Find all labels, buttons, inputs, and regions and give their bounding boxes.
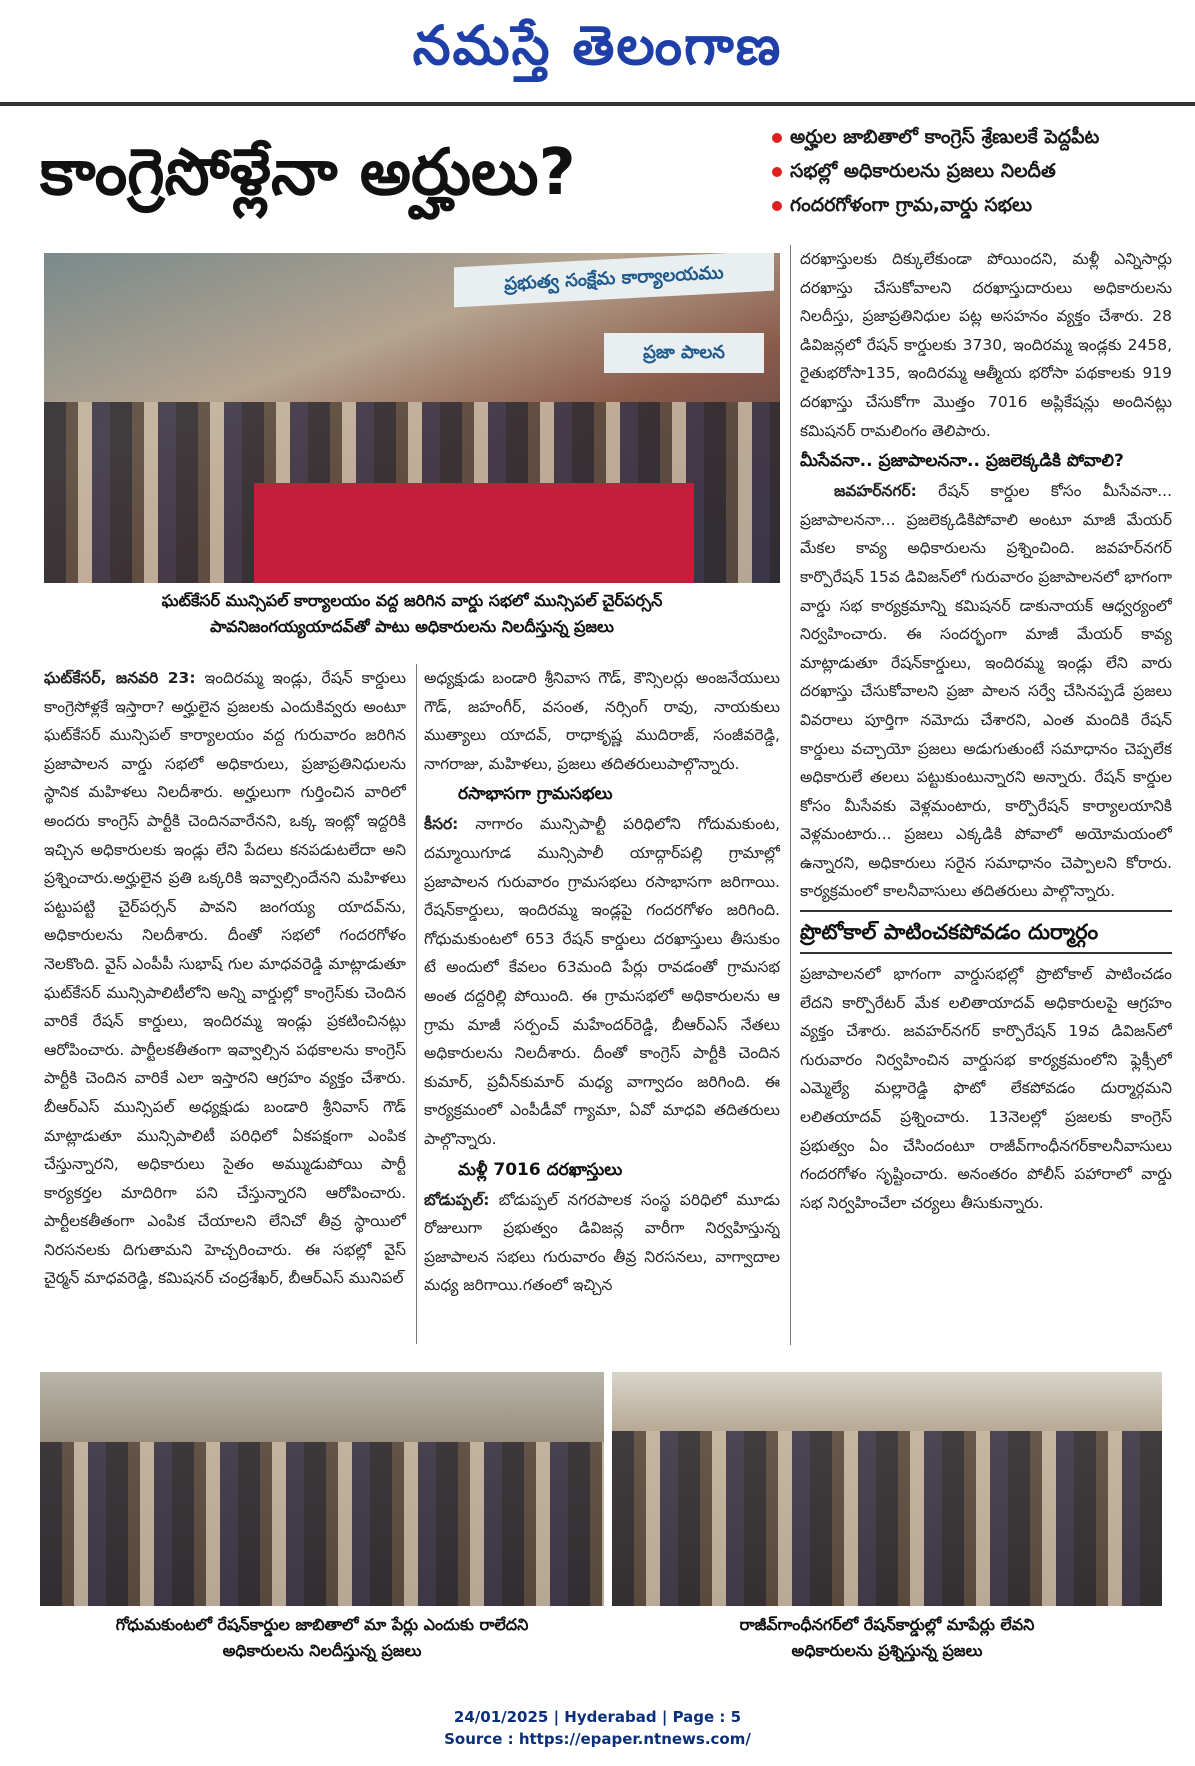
bullet-dot-icon	[772, 201, 782, 211]
newspaper-logo: నమస్తే తెలంగాణ	[412, 13, 783, 77]
article-column-3	[800, 245, 1172, 1365]
body-text: నాగారం మున్సిపాల్టీ పరిధిలోని గోదుమకుంట, దమ్మాయిగూడ మున్సిపాలీ యాద్గార్‌పల్లి గ్రామాల్లో ప్రజాపాలన గురువారం గ్రామసభలు రసాభాసగా జరిగాయి. రేషన్‌కార్డులు, ఇందిరమ్మ ఇండ్లపై గందరగోళం జరిగింది. గోధుమకుంటలో 653 రేషన్ కార్డులు దరఖాస్తులు తీసుకుం టే అందులో కేవలం 63మంది పేర్లు రావడంతో గ్రామసభ అంత దద్దరిల్లి పోయింది. ఈ గ్రామసభలో అధికారులను ఆ గ్రామ మాజీ సర్పంచ్ మహేందర్‌రెడ్డి, బీఆర్‌ఎస్ నేతలు అధికారులను నిలదీశారు. దీంతో కాంగ్రెస్ పార్టీకి చెందిన కుమార్, ప్రవీన్‌కుమార్ మధ్య వాగ్వాదం జరిగింది. ఈ కార్యక్రమంలో ఎంపీడీవో గ్యామా, ఏవో మాధవి తదితరులు పాల్గొన్నారు.	[424, 815, 780, 1148]
body-text: అధ్యక్షుడు బండారి శ్రీనివాస గౌడ్, కౌన్సిలర్లు అంజనేయులు గౌడ్, జహంగీర్, వసంత, నర్సింగ్ రావు, నాయకులు ముత్యాలు యాదవ్, రాధాకృష్ణ ముదిరాజ్, సంజీవరెడ్డి, నాగరాజు, మహిళలు, ప్రజలు తదితరులుపాల్గొన్నారు.	[424, 669, 780, 773]
body-text: రేషన్ కార్డుల కోసం మీసేవనా... ప్రజాపాలననా... ప్రజలెక్కడికిపోవాలి అంటూ మాజీ మేయర్ మేకల కావ్య అధికారులను ప్రశ్నించింది. జవహర్‌నగర్ కార్పొరేషన్ 15వ డివిజన్‌లో గురువారం ప్రజాపాలనలో భాగంగా వార్డు సభ కార్యక్రమాన్ని కమిషనర్ డాకునాయక్ ఆధ్వర్యంలో నిర్వహించారు. ఈ సందర్భంగా మాజీ మేయర్ కావ్య మాట్లాడుతూ రేషన్‌కార్డులు, ఇందిరమ్మ ఇండ్లు లేని వారు దరఖాస్తు చేసుకోవాలని ప్రజా పాలన సర్వే చేసినప్పడే ప్రజలు వివరాలు పూర్తిగా నమోదు చేశారని, ఎంత మందికి రేషన్ కార్డులు వచ్చాయో ప్రజలు అడుగుతుంటే సమాధానం చెప్పలేక అధికారులే తలలు పట్టుకుంటున్నారని అన్నారు. రేషన్ కార్డుల కోసం మీసేవకు వెళ్లమంటారు, కార్పొరేషన్ కార్యాలయానికి వెళ్లమంటారు... ప్రజలు ఎక్కడికి పోవాలో అయోమయంలో ఉన్నారని, అధికారులు సరైన సమాధానం చెప్పాలని కోరారు. కార్యక్రమంలో కాలనీవాసులు తదితరులు పాల్గొన్నారు.	[800, 482, 1172, 901]
masthead	[0, 0, 1195, 100]
body-text: ఇందిరమ్మ ఇండ్లు, రేషన్ కార్డులు కాంగ్రెసోళ్లకే ఇస్తారా? అర్హులైన ప్రజలకు ఎందుకివ్వరు అంటూ ఘట్‌కేసర్ మున్సిపల్ కార్యాలయం వద్ద గురువారం జరిగిన ప్రజాపాలన వార్డు సభలో అధికారులు, ప్రజాప్రతినిధులను స్థానిక మహిళలు నిలదీశారు. అర్హులుగా గుర్తించిన వారిలో అందరు కాంగ్రెస్ పార్టీకి చెందినవారేనని, ఒక్క ఇంట్లో ఇద్దరికి ఇచ్చిన అధికారులకు ఇండ్లు లేని పేదలు కనపడుటలేదా అని ప్రశ్నించారు.అర్హులైన ప్రతి ఒక్కరికి ఇవ్వాల్సిందేనని మహిళలు పట్టుపట్టి చైర్‌పర్సన్ పావని జంగయ్య యాదవ్‌ను, అధికారులను నిలదీశారు. దీంతో సభలో గందరగోళం నెలకొంది. వైస్ ఎంపీపీ సుభాష్ గుల మాధవరెడ్డి మాట్లాడుతూ ఘట్‌కేసర్ మున్సిపాలిటీలోని అన్ని వార్డుల్లో కాంగ్రెస్‌కు చెందిన వారికే రేషన్ కార్డులు, ఇందిరమ్మ ఇండ్లు ప్రకటించినట్లు ఆరోపించారు. పార్టీలకతీతంగా ఇవ్వాల్సిన పథకాలను కాంగ్రెస్ పార్టీకి చెందిన వారికే ఎలా ఇస్తారని ఆగ్రహం వ్యక్తం చేశారు. బీఆర్‌ఎస్ మున్సిపల్ అధ్యక్షుడు బండారి శ్రీనివాస్ గౌడ్ మాట్లాడుతూ మున్సిపాలిటీ పరిధిలో ఏకపక్షంగా ఎంపిక చేస్తున్నారని, అధికారులు సైతం అమ్ముడుపోయి పార్టీ కార్యకర్తల మాదిరిగా పని చేస్తున్నారని ఆరోపించారు. పార్టీలకతీతంగా ఎంపిక చేయాలని లేనిచో తీవ్ర స్థాయిలో నిరసనలకు దిగుతామని హెచ్చరించారు. ఈ సభల్లో వైస్ చైర్మన్ మాధవరెడ్డి, కమిషనర్ చంద్రశేఖర్, బీఆర్‌ఎస్ మునిపల్	[44, 669, 406, 1288]
body-text: బోడుప్పల్ నగరపాలక సంస్థ పరిధిలో మూడు రోజులుగా ప్రభుత్వం డివిజన్ల వారీగా నిర్వహిస్తున్న ప్రజాపాలన సభలు గురువారం తీవ్ర నిరసనలు, వాగ్వాదాల మధ్య జరిగాయి.గతంలో ఇచ్చిన	[424, 1190, 780, 1295]
subhead-meeseva: మీసేవనా.. ప్రజాపాలననా.. ప్రజలెక్కడికి పోవాలి?	[800, 451, 1124, 472]
bullet-dot-icon	[772, 167, 782, 177]
dateline: జవహర్‌నగర్:	[834, 482, 917, 501]
photo-crowd	[40, 1442, 604, 1606]
column-divider	[790, 245, 791, 1345]
bottom-left-caption: గోధుమకుంటలో రేషన్‌కార్డుల జాబితాలో మా పేర్లు ఎందుకు రాలేదని అధికారులను నిలదీస్తున్న ప్రజలు	[115, 1615, 529, 1660]
column-divider	[416, 664, 417, 1344]
bullet-item: గందరగోళంగా గ్రామ,వార్డు సభలు	[772, 188, 1172, 222]
bullet-dot-icon	[772, 133, 782, 143]
article-column-2	[424, 664, 780, 1368]
footer-date-page: 24/01/2025 | Hyderabad | Page : 5	[453, 1708, 742, 1726]
footer-source[interactable]: Source : https://epaper.ntnews.com/	[444, 1730, 751, 1748]
headline: కాంగ్రెసోళ్లేనా అర్హులు?	[40, 136, 576, 210]
bottom-left-photo	[40, 1372, 604, 1606]
bottom-right-caption: రాజీవ్‌గాంధీనగర్‌లో రేషన్‌కార్డుల్లో మాపేర్లు లేవని అధికారులను ప్రశ్నిస్తున్న ప్రజలు	[739, 1615, 1035, 1660]
subhead-7016-applications: మళ్లీ 7016 దరఖాస్తులు	[458, 1159, 623, 1180]
body-text: ప్రజాపాలనలో భాగంగా వార్డుసభల్లో ప్రొటోకాల్ పాటించడం లేదని కార్పొరేటర్ మేక లలితాయాదవ్ అధికారులపై ఆగ్రహం వ్యక్తం చేశారు. జవహర్‌నగర్ కార్పొరేషన్ 19వ డివిజన్‌లో గురువారం నిర్వహించిన వార్డుసభ కార్యక్రమంలోని ఫ్లెక్సీలో ఎమ్మెల్యే మల్లారెడ్డి ఫొటో లేకపోవడం దుర్మార్గమని లలితయాదవ్ ప్రశ్నించారు. 13నెలల్లో ప్రజలకు కాంగ్రెస్ ప్రభుత్వం ఏం చేసిందంటూ రాజీవ్‌గాంధీనగర్‌కాలనీవాసులు గందరగోళం సృష్టించారు. అనంతరం పోలీస్ పహారాలో వార్డు సభ నిర్వహించేలా చర్యలు తీసుకున్నారు.	[800, 965, 1172, 1212]
masthead-rule	[0, 102, 1195, 106]
dateline: బోడుప్పల్:	[424, 1190, 490, 1209]
dateline: ఘట్‌కేసర్, జనవరి 23:	[44, 669, 196, 687]
main-photo-caption: ఘట్‌కేసర్ మున్సిపల్ కార్యాలయం వద్ద జరిగిన వార్డు సభలో మున్సిపల్ చైర్‌పర్సన్ పావనిజంగయ్యయాదవ్‌తో పాటు అధికారులను నిలదీస్తున్న ప్రజలు	[161, 591, 663, 636]
subhead-protocol: ప్రొటోకాల్ పాటించకపోవడం దుర్మార్గం	[800, 910, 1172, 954]
article-column-1	[44, 664, 406, 1368]
photo-banner-praja-palana: ప్రజా పాలన	[604, 333, 764, 373]
dateline: కీసర:	[424, 815, 459, 834]
photo-banner-office: ప్రభుత్వ సంక్షేమ కార్యాలయము	[454, 253, 774, 307]
main-photo	[44, 253, 780, 583]
photo-crowd	[612, 1431, 1162, 1607]
body-text: దరఖాస్తులకు దిక్కులేకుండా పోయిందని, మళ్లీ ఎన్నిసార్లు దరఖాస్తు చేసుకోవాలని దరఖాస్తుదారులు అధికారులను నిలదీస్తు, ప్రజాప్రతినిధుల పట్ల అసహనం వ్యక్తం చేశారు. 28 డివిజన్లలో రేషన్ కార్డులకు 3730, ఇందిరమ్మ ఇండ్లకు 2458, రైతుభరోసా135, ఇందిరమ్మ ఆత్మీయ భరోసా పథకాలకు 919 దరఖాస్తు చేసుకోగా మొత్తం 7016 అప్లికేషన్లు అందినట్లు కమిషనర్ రామలింగం తెలిపారు.	[800, 250, 1172, 440]
photo-table-cloth	[254, 483, 694, 583]
bullet-item: సభల్లో అధికారులను ప్రజలు నిలదీత	[772, 154, 1172, 188]
bullet-item: అర్హుల జాబితాలో కాంగ్రెస్ శ్రేణులకే పెద్దపీట	[772, 120, 1172, 154]
headline-bullets	[772, 120, 1172, 222]
footer	[0, 1706, 1195, 1750]
subhead-rasabhasa: రసాభాసగా గ్రామసభలు	[458, 784, 613, 805]
bottom-right-photo	[612, 1372, 1162, 1606]
